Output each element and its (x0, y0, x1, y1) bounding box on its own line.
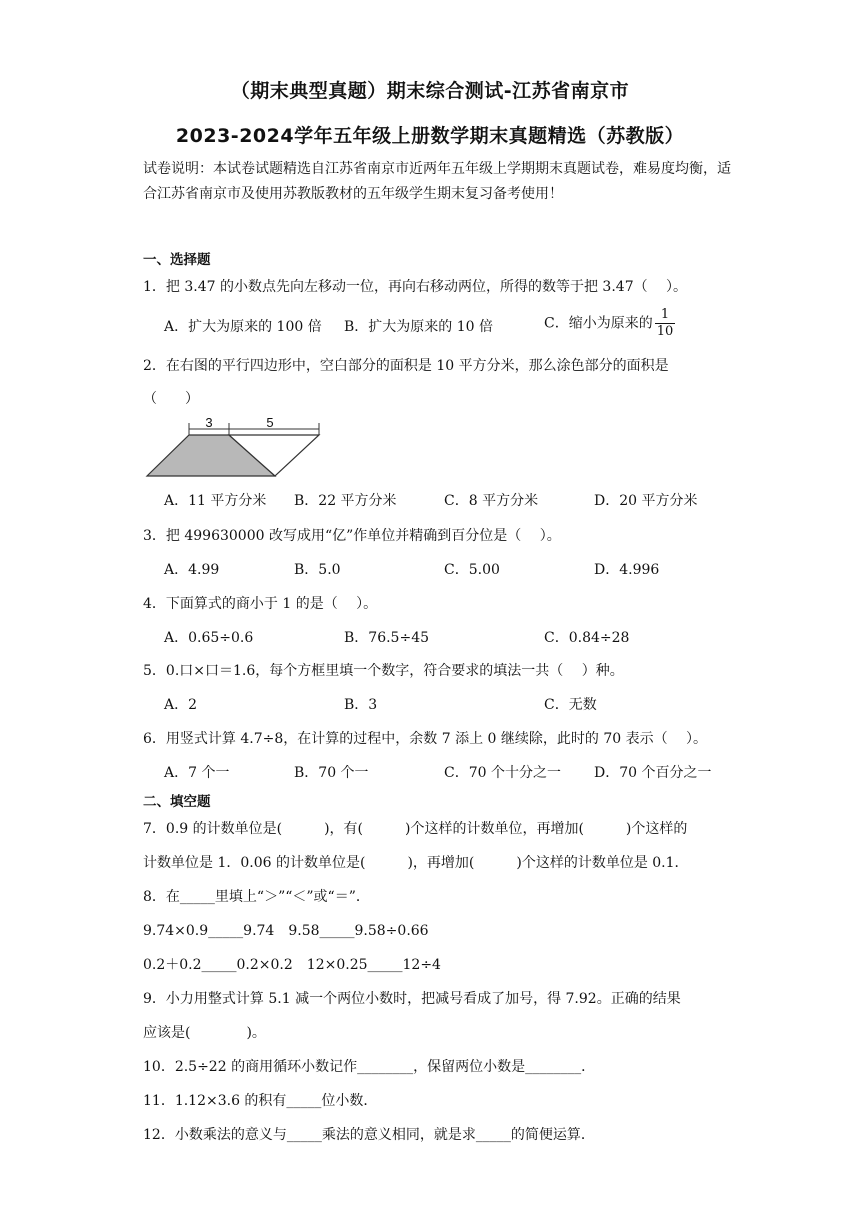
question-4-option-b: B．76.5÷45 (344, 630, 430, 646)
fraction-numerator: 1 (655, 307, 676, 324)
question-12: 12．小数乘法的意义与_____乘法的意义相同，就是求_____的简便运算． (143, 1127, 595, 1143)
fraction-denominator: 10 (656, 324, 674, 339)
question-10: 10．2.5÷22 的商用循环小数记作________，保留两位小数是________． (143, 1059, 596, 1075)
question-1-option-b: B．扩大为原来的 10 倍 (344, 319, 494, 335)
question-1-stem: 1．把 3.47 的小数点先向左移动一位，再向右移动两位，所得的数等于把 3.47（ ）。 (143, 279, 688, 295)
question-8-line2: 9.74×0.9_____9.74 9.58_____9.58÷0.66 (143, 923, 429, 939)
question-4-option-c: C．0.84÷28 (544, 630, 630, 646)
option-c-text: C．缩小为原来的 (544, 315, 653, 332)
question-2-option-a: A．11 平方分米 (164, 493, 267, 509)
question-2-answer-paren: （ ） (143, 391, 199, 407)
dimension-label-3: 3 (205, 416, 213, 430)
question-5-option-b: B．3 (344, 697, 378, 713)
fraction-one-tenth (655, 307, 676, 340)
question-2-stem: 2．在右图的平行四边形中，空白部分的面积是 10 平方分米，那么涂色部分的面积是 (143, 358, 669, 374)
question-6-option-b: B．70 个一 (294, 765, 369, 781)
question-6-stem: 6．用竖式计算 4.7÷8，在计算的过程中，余数 7 添上 0 继续除，此时的 70 表示（ ）。 (143, 731, 708, 747)
exam-title-line1: （期末典型真题）期末综合测试-江苏省南京市 (230, 80, 630, 102)
question-1-option-a: A．扩大为原来的 100 倍 (164, 319, 322, 335)
question-7-line1: 7．0.9 的计数单位是( )，有( )个这样的计数单位，再增加( )个这样的 (143, 821, 688, 837)
question-8-line1: 8．在_____里填上“＞”“＜”或“＝”． (143, 889, 370, 905)
parallelogram-figure (143, 416, 325, 480)
question-3-stem: 3．把 499630000 改写成用“亿”作单位并精确到百分位是（ ）。 (143, 528, 561, 544)
section-heading-choice: 一、选择题 (143, 252, 211, 268)
question-9-line1: 9．小力用整式计算 5.1 减一个两位小数时，把减号看成了加号，得 7.92。正确的结果 (143, 991, 681, 1007)
question-5-stem: 5．0.口×口＝1.6，每个方框里填一个数字，符合要求的填法一共（ ）种。 (143, 663, 624, 679)
question-5-option-c: C．无数 (544, 697, 597, 713)
question-5-option-a: A．2 (164, 697, 198, 713)
question-2-option-c: C．8 平方分米 (444, 493, 539, 509)
exam-title-line2: 2023-2024学年五年级上册数学期末真题精选（苏教版） (175, 125, 685, 147)
question-2-option-b: B．22 平方分米 (294, 493, 397, 509)
question-7-line2: 计数单位是 1．0.06 的计数单位是( )，再增加( )个这样的计数单位是 0.1． (143, 855, 689, 871)
question-6-option-c: C．70 个十分之一 (444, 765, 561, 781)
question-9-line2: 应该是( )。 (143, 1025, 266, 1041)
question-1-option-c (544, 307, 675, 340)
question-3-option-c: C．5.00 (444, 562, 500, 578)
question-2-option-d: D．20 平方分米 (594, 493, 698, 509)
question-11: 11．1.12×3.6 的积有_____位小数． (143, 1093, 378, 1109)
question-4-stem: 4．下面算式的商小于 1 的是（ ）。 (143, 596, 378, 612)
question-3-option-a: A．4.99 (164, 562, 220, 578)
question-6-option-d: D．70 个百分之一 (594, 765, 712, 781)
question-4-option-a: A．0.65÷0.6 (164, 630, 254, 646)
dimension-label-5: 5 (266, 416, 274, 430)
question-3-option-d: D．4.996 (594, 562, 660, 578)
section-heading-fill-in: 二、填空题 (143, 794, 211, 810)
question-8-line3: 0.2＋0.2_____0.2×0.2 12×0.25_____12÷4 (143, 957, 441, 973)
question-3-option-b: B．5.0 (294, 562, 341, 578)
question-6-option-a: A．7 个一 (164, 765, 230, 781)
exam-instructions: 试卷说明：本试卷试题精选自江苏省南京市近两年五年级上学期期末真题试卷，难易度均衡，适合江苏省南京市及使用苏教版教材的五年级学生期末复习备考使用！ (143, 161, 731, 202)
